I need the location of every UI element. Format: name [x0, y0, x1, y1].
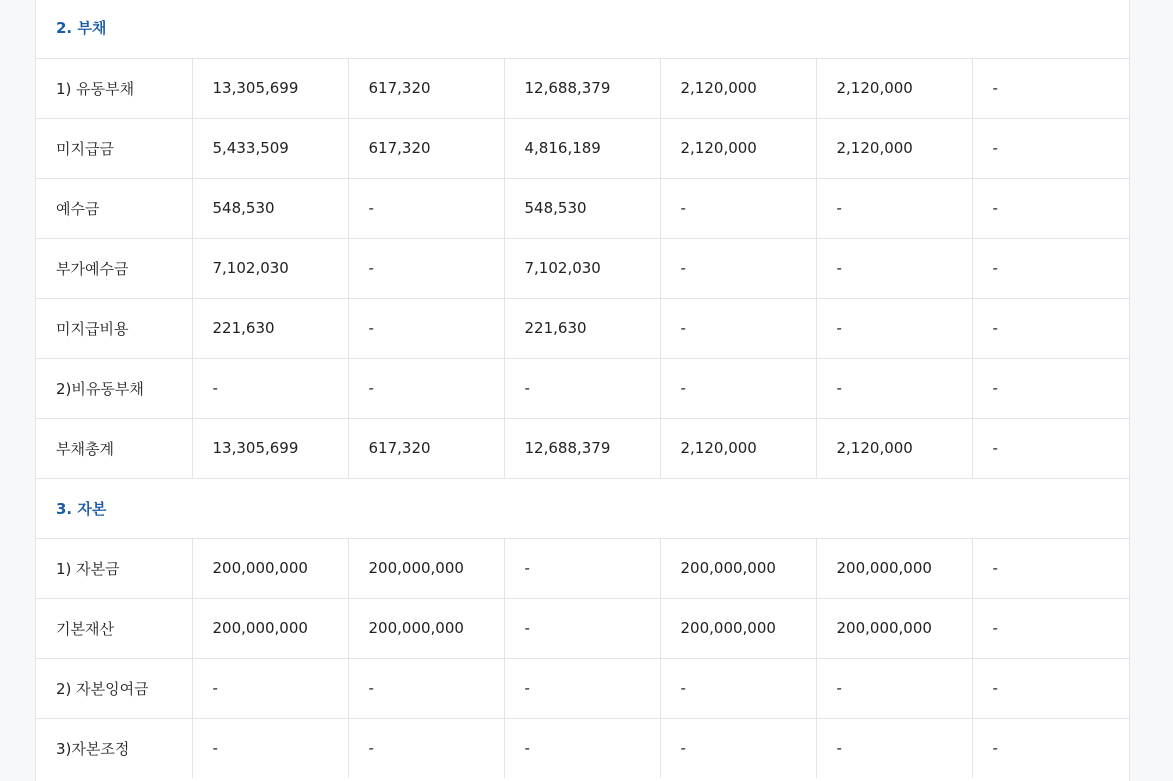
- table-body: [36, 0, 1129, 778]
- table-cell-value: -: [660, 658, 816, 718]
- table-cell-value: 221,630: [192, 298, 348, 358]
- table-cell-value: -: [816, 658, 972, 718]
- table-row: [36, 298, 1129, 358]
- table-cell-value: -: [816, 178, 972, 238]
- table-cell-value: 200,000,000: [348, 598, 504, 658]
- row-label: 기본재산: [36, 598, 192, 658]
- table-cell-value: -: [972, 538, 1129, 598]
- table-row: [36, 238, 1129, 298]
- table-cell-value: 200,000,000: [192, 538, 348, 598]
- table-cell-value: -: [972, 238, 1129, 298]
- row-label: 1) 유동부채: [36, 58, 192, 118]
- section-title: 2. 부채: [56, 19, 107, 38]
- financial-statement-table: [36, 0, 1129, 778]
- table-cell-value: 13,305,699: [192, 418, 348, 478]
- table-row: [36, 58, 1129, 118]
- table-cell-value: -: [504, 658, 660, 718]
- table-cell-value: -: [192, 718, 348, 778]
- table-cell-value: 617,320: [348, 58, 504, 118]
- table-cell-value: 617,320: [348, 118, 504, 178]
- table-cell-value: 12,688,379: [504, 418, 660, 478]
- table-cell-value: -: [972, 718, 1129, 778]
- table-cell-value: 7,102,030: [192, 238, 348, 298]
- row-label: 예수금: [36, 178, 192, 238]
- table-row: [36, 718, 1129, 778]
- table-cell-value: -: [348, 178, 504, 238]
- table-cell-value: -: [348, 718, 504, 778]
- table-cell-value: -: [972, 58, 1129, 118]
- table-cell-value: -: [660, 178, 816, 238]
- row-label: 2) 자본잉여금: [36, 658, 192, 718]
- table-cell-value: 548,530: [192, 178, 348, 238]
- financial-table-container: [35, 0, 1130, 781]
- table-cell-value: -: [972, 118, 1129, 178]
- table-cell-value: -: [192, 658, 348, 718]
- table-cell-value: -: [816, 298, 972, 358]
- table-cell-value: 200,000,000: [660, 598, 816, 658]
- table-row: [36, 418, 1129, 478]
- table-cell-value: -: [348, 298, 504, 358]
- table-cell-value: 617,320: [348, 418, 504, 478]
- table-cell-value: -: [972, 358, 1129, 418]
- table-cell-value: -: [972, 418, 1129, 478]
- table-row: [36, 178, 1129, 238]
- table-cell-value: 2,120,000: [816, 58, 972, 118]
- table-cell-value: 200,000,000: [192, 598, 348, 658]
- table-cell-value: -: [660, 358, 816, 418]
- table-cell-value: -: [192, 358, 348, 418]
- table-row: [36, 658, 1129, 718]
- table-cell-value: -: [816, 358, 972, 418]
- table-cell-value: -: [972, 598, 1129, 658]
- table-cell-value: -: [972, 178, 1129, 238]
- table-cell-value: 4,816,189: [504, 118, 660, 178]
- table-cell-value: -: [972, 658, 1129, 718]
- table-cell-value: -: [816, 238, 972, 298]
- section-header-row: [36, 0, 1129, 58]
- table-row: [36, 598, 1129, 658]
- table-row: [36, 538, 1129, 598]
- table-cell-value: 200,000,000: [348, 538, 504, 598]
- section-title: 3. 자본: [36, 478, 1129, 538]
- table-cell-value: -: [660, 238, 816, 298]
- table-cell-value: -: [348, 658, 504, 718]
- table-cell-value: 200,000,000: [816, 538, 972, 598]
- row-label: 3)자본조정: [36, 718, 192, 778]
- table-cell-value: 200,000,000: [816, 598, 972, 658]
- table-row: [36, 118, 1129, 178]
- table-cell-value: 221,630: [504, 298, 660, 358]
- table-cell-value: 548,530: [504, 178, 660, 238]
- table-cell-value: 5,433,509: [192, 118, 348, 178]
- table-cell-value: -: [972, 298, 1129, 358]
- table-cell-value: -: [660, 298, 816, 358]
- table-cell-value: 2,120,000: [660, 418, 816, 478]
- section-header-row: [36, 478, 1129, 538]
- table-cell-value: -: [660, 718, 816, 778]
- table-cell-value: 2,120,000: [816, 118, 972, 178]
- table-cell-value: 200,000,000: [660, 538, 816, 598]
- row-label: 1) 자본금: [36, 538, 192, 598]
- row-label: 부채총계: [36, 418, 192, 478]
- table-cell-value: -: [504, 598, 660, 658]
- table-cell-value: -: [504, 718, 660, 778]
- table-cell-value: 2,120,000: [816, 418, 972, 478]
- table-cell-value: -: [816, 718, 972, 778]
- table-cell-value: -: [348, 238, 504, 298]
- table-row: [36, 358, 1129, 418]
- table-cell-value: 12,688,379: [504, 58, 660, 118]
- table-cell-value: 13,305,699: [192, 58, 348, 118]
- table-cell-value: 2,120,000: [660, 118, 816, 178]
- table-cell-value: 2,120,000: [660, 58, 816, 118]
- table-cell-value: -: [504, 538, 660, 598]
- row-label: 2)비유동부채: [36, 358, 192, 418]
- row-label: 미지급비용: [36, 298, 192, 358]
- table-cell-value: -: [504, 358, 660, 418]
- row-label: 미지급금: [36, 118, 192, 178]
- table-cell-value: 7,102,030: [504, 238, 660, 298]
- table-cell-value: -: [348, 358, 504, 418]
- row-label: 부가예수금: [36, 238, 192, 298]
